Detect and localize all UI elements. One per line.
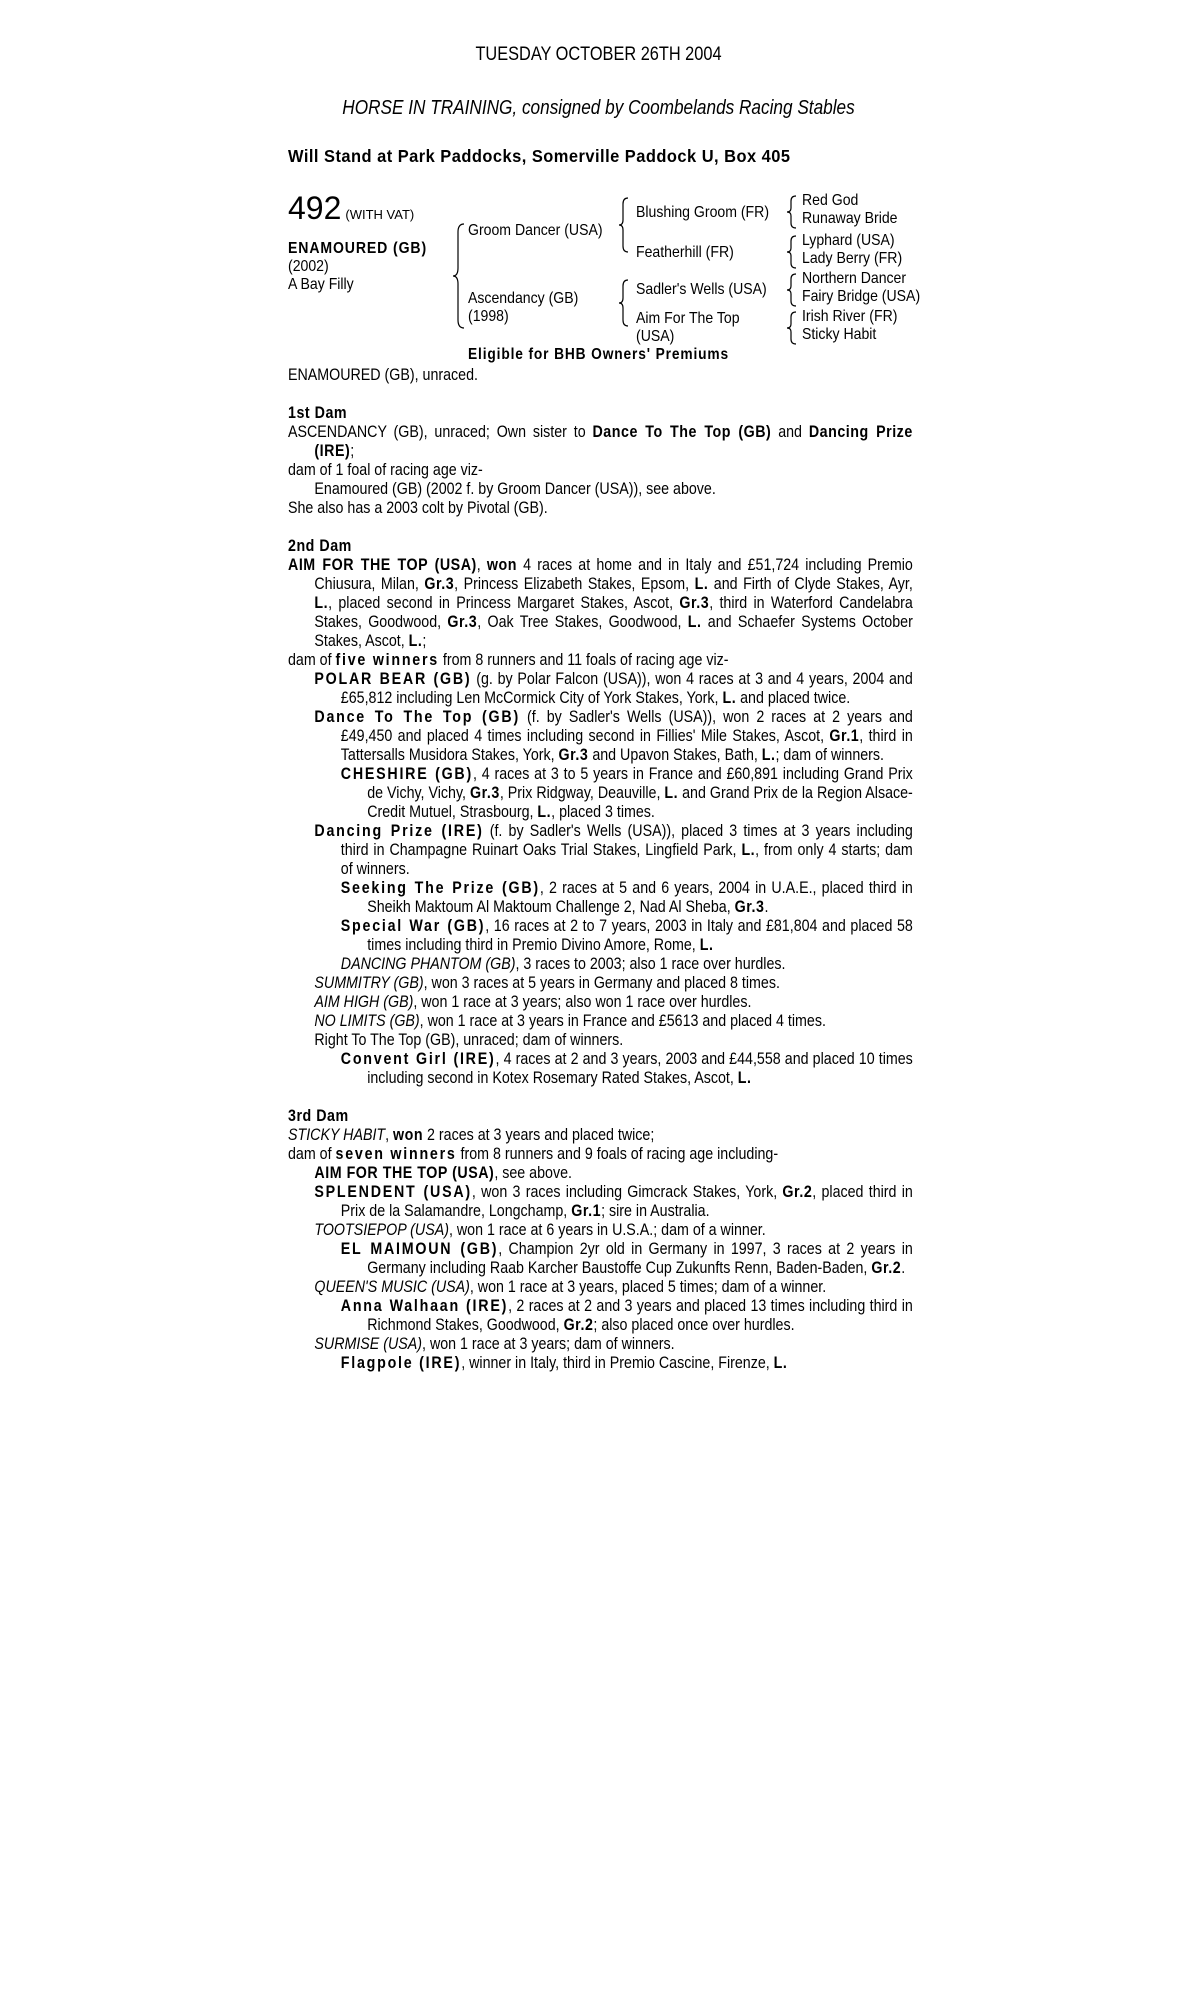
horse-name: AIM HIGH (GB) — [314, 993, 414, 1011]
pedigree-dam-sire: Sadler's Wells (USA) — [636, 281, 767, 298]
pedigree-ss-sire: Red God — [802, 192, 859, 209]
horse-name: Special War (GB) — [340, 917, 486, 935]
produce-splendent — [288, 1183, 913, 1221]
grade: Gr.2 — [563, 1316, 594, 1334]
text: . — [901, 1259, 906, 1277]
grade: L. — [761, 746, 776, 764]
sibling-name: Dance To The Top (GB) — [592, 423, 772, 441]
text: , won 1 race at 6 years in U.S.A.; dam of a winner. — [448, 1221, 766, 1239]
text: , winner in Italy, third in Premio Cascine, Firenze, — [461, 1354, 774, 1372]
text: (f. by Sadler's Wells (USA)), placed 3 times at 3 years including third in Champagne Ruinart Oaks Trial Stakes, Lingfield Park, — [340, 822, 913, 859]
grade: L. — [537, 803, 552, 821]
produce-summitry — [288, 974, 913, 993]
eligibility-note: Eligible for BHB Owners' Premiums — [467, 346, 730, 363]
text: and Firth of Clyde Stakes, Ayr, — [708, 575, 913, 593]
horse-year: (2002) — [288, 258, 329, 275]
horse-name: SUMMITRY (GB) — [314, 974, 424, 992]
pedigree-ss-dam: Runaway Bride — [802, 210, 898, 227]
text: ; sire in Australia. — [601, 1202, 710, 1220]
grade: Gr.1 — [571, 1202, 602, 1220]
pedigree-dam — [468, 290, 578, 326]
text: from 8 runners and 11 foals of racing age viz- — [438, 651, 729, 669]
grade: Gr.2 — [871, 1259, 902, 1277]
grade: L. — [699, 936, 714, 954]
grade: L. — [722, 689, 737, 707]
text: , placed 3 times. — [551, 803, 655, 821]
pedigree-dd-dam: Sticky Habit — [802, 326, 877, 343]
winner-count: seven winners — [335, 1145, 457, 1163]
first-dam-entry — [288, 423, 913, 461]
grade: L. — [664, 784, 679, 802]
grade: Gr.3 — [558, 746, 589, 764]
produce-dancing-prize — [288, 822, 913, 879]
produce-record — [288, 366, 913, 1373]
second-dam-produce-line — [288, 651, 913, 670]
grade: L. — [687, 613, 702, 631]
text: , see above. — [494, 1164, 572, 1182]
produce-anna-walhaan — [288, 1297, 913, 1335]
winner-count: five winners — [335, 651, 439, 669]
horse-name: EL MAIMOUN (GB) — [340, 1240, 499, 1258]
text: , 4 races at 2 and 3 years, 2003 and £44,558 and placed 10 times including second in Kotex Rosemary Rated Stakes, Ascot, — [367, 1050, 913, 1087]
produce-queens-music — [288, 1278, 913, 1297]
grade: L. — [741, 841, 756, 859]
produce-aim-high — [288, 993, 913, 1012]
text: , third in Tattersalls Musidora Stakes, York, — [340, 727, 913, 764]
grade: L. — [408, 632, 423, 650]
sale-date: TUESDAY OCTOBER 26TH 2004 — [475, 44, 722, 65]
pedigree-dd-sire: Irish River (FR) — [802, 308, 898, 325]
text: won — [393, 1126, 424, 1144]
text: , Prix Ridgway, Deauville, — [499, 784, 665, 802]
text: (f. by Sadler's Wells (USA)), won 2 races at 2 years and £49,450 and placed 4 times including second in Fillies' Mile Stakes, Ascot, — [340, 708, 913, 745]
horse-name: Anna Walhaan (IRE) — [340, 1297, 509, 1315]
pedigree-brace-dd — [786, 310, 798, 346]
produce-tootsiepop — [288, 1221, 913, 1240]
horse-name: TOOTSIEPOP (USA) — [314, 1221, 449, 1239]
grade: Gr.3 — [469, 784, 500, 802]
horse-name: Dance To The Top (GB) — [314, 708, 520, 726]
first-dam-note: She also has a 2003 colt by Pivotal (GB). — [288, 499, 548, 517]
text: , 2 races at 5 and 6 years, 2004 in U.A.E., placed third in Sheikh Maktoum Al Maktoum Challenge 2, Nad Al Sheba, — [367, 879, 913, 916]
grade: L. — [314, 594, 329, 612]
third-dam-entry — [288, 1126, 913, 1145]
first-dam-text: ASCENDANCY (GB), unraced; Own sister to — [288, 423, 593, 441]
lot-number: 492 — [288, 190, 342, 226]
first-dam-heading: 1st Dam — [288, 404, 348, 422]
pedigree-gen3-group2 — [802, 232, 902, 268]
pedigree-gen3-group4 — [802, 308, 897, 344]
pedigree-brace-sire — [618, 196, 630, 254]
text: (g. by Polar Falcon (USA)), won 4 races at 3 and 4 years, 2004 and £65,812 including Len McCormick City of York Stakes, York, — [340, 670, 913, 707]
grade: L. — [773, 1354, 788, 1372]
stand-location: Will Stand at Park Paddocks, Somerville Paddock U, Box 405 — [288, 146, 791, 166]
pedigree-sd-dam: Lady Berry (FR) — [802, 250, 903, 267]
text: , — [385, 1126, 394, 1144]
pedigree-dam-name: Ascendancy (GB) — [468, 290, 579, 307]
text: , placed second in Princess Margaret Stakes, Ascot, — [328, 594, 680, 612]
consignment-line: HORSE IN TRAINING, consigned by Coombelands Racing Stables — [342, 97, 855, 119]
grade: Gr.3 — [679, 594, 710, 612]
text: 2 races at 3 years and placed twice; — [423, 1126, 655, 1144]
produce-no-limits — [288, 1012, 913, 1031]
text: , 2 races at 2 and 3 years and placed 13 times including third in Richmond Stakes, Goodwood, — [367, 1297, 913, 1334]
produce-surmise — [288, 1335, 913, 1354]
third-dam-heading: 3rd Dam — [288, 1107, 349, 1125]
third-dam-produce-line — [288, 1145, 913, 1164]
pedigree-brace-sd — [786, 234, 798, 270]
text: ; also placed once over hurdles. — [593, 1316, 795, 1334]
pedigree-dam-dam-country: (USA) — [636, 328, 675, 345]
horse-name: Flagpole (IRE) — [340, 1354, 462, 1372]
produce-aim-for-the-top — [288, 1164, 913, 1183]
pedigree-brace-ss — [786, 194, 798, 230]
text: , Oak Tree Stakes, Goodwood, — [477, 613, 688, 631]
pedigree-ds-dam: Fairy Bridge (USA) — [802, 288, 921, 305]
horse-name: AIM FOR THE TOP (USA) — [314, 1164, 495, 1182]
pedigree-dam-dam — [636, 310, 740, 346]
lot-number-block — [288, 190, 414, 227]
text: dam of — [288, 1145, 336, 1163]
sibling-name: Dancing Prize (IRE) — [314, 423, 913, 460]
pedigree-brace-main — [452, 222, 466, 330]
produce-cheshire — [288, 765, 913, 822]
text: , won 1 race at 3 years in France and £5613 and placed 4 times. — [419, 1012, 826, 1030]
horse-description: A Bay Filly — [288, 276, 354, 293]
text: , won 1 race at 3 years, placed 5 times; dam of a winner. — [469, 1278, 827, 1296]
horse-summary: ENAMOURED (GB), unraced. — [288, 366, 478, 384]
text: , placed third in Prix de la Salamandre, Longchamp, — [340, 1183, 913, 1220]
horse-name: QUEEN'S MUSIC (USA) — [314, 1278, 470, 1296]
produce-el-maimoun — [288, 1240, 913, 1278]
text: , won 1 race at 3 years; also won 1 race over hurdles. — [413, 993, 752, 1011]
grade: Gr.1 — [829, 727, 860, 745]
pedigree-gen3-group1 — [802, 192, 897, 228]
produce-dancing-phantom — [288, 955, 913, 974]
text: and placed twice. — [736, 689, 851, 707]
text: , won 3 races at 5 years in Germany and placed 8 times. — [423, 974, 780, 992]
grade: L. — [694, 575, 709, 593]
text: , Champion 2yr old in Germany in 1997, 3 races at 2 years in Germany including Raab Karcher Baustoffe Cup Zukunfts Renn, Baden-Baden, — [367, 1240, 913, 1277]
produce-special-war — [288, 917, 913, 955]
text: 4 races at home and in Italy and £51,724 including Premio Chiusura, Milan, — [314, 556, 913, 593]
text: . — [764, 898, 769, 916]
horse-name: POLAR BEAR (GB) — [314, 670, 472, 688]
horse-name: Convent Girl (IRE) — [340, 1050, 496, 1068]
dam-name: AIM FOR THE TOP (USA) — [288, 556, 477, 574]
pedigree-brace-dam — [618, 278, 630, 328]
pedigree-sire-dam: Featherhill (FR) — [636, 244, 734, 261]
produce-convent-girl — [288, 1050, 913, 1088]
horse-name: ENAMOURED (GB) — [288, 240, 428, 257]
first-dam-text: ; — [350, 442, 355, 460]
first-dam-text: and — [771, 423, 809, 441]
produce-flagpole — [288, 1354, 913, 1373]
grade: Gr.3 — [734, 898, 765, 916]
text: , 16 races at 2 to 7 years, 2003 in Italy and £81,804 and placed 58 times including third in Premio Divino Amore, Rome, — [367, 917, 913, 954]
text: from 8 runners and 9 foals of racing age including- — [456, 1145, 779, 1163]
dam-name: STICKY HABIT — [288, 1126, 386, 1144]
text: , Princess Elizabeth Stakes, Epsom, — [454, 575, 695, 593]
produce-polar-bear — [288, 670, 913, 708]
pedigree-sd-sire: Lyphard (USA) — [802, 232, 895, 249]
text: , won 3 races including Gimcrack Stakes, York, — [471, 1183, 783, 1201]
text: won — [486, 556, 518, 574]
text: , won 1 race at 3 years; dam of winners. — [422, 1335, 675, 1353]
produce-seeking-the-prize — [288, 879, 913, 917]
text: dam of — [288, 651, 336, 669]
horse-identity — [288, 240, 427, 294]
grade: Gr.2 — [782, 1183, 813, 1201]
text: ; — [422, 632, 427, 650]
pedigree-sire-sire: Blushing Groom (FR) — [636, 204, 770, 221]
first-dam-produce-line: dam of 1 foal of racing age viz- — [288, 461, 483, 479]
second-dam-heading: 2nd Dam — [288, 537, 352, 555]
text: , — [476, 556, 487, 574]
text: ; dam of winners. — [775, 746, 884, 764]
text: and Schaefer Systems October Stakes, Ascot, — [314, 613, 913, 650]
first-dam-foal: Enamoured (GB) (2002 f. by Groom Dancer (USA)), see above. — [314, 480, 716, 498]
text: and Upavon Stakes, Bath, — [588, 746, 762, 764]
produce-right-to-the-top: Right To The Top (GB), unraced; dam of winners. — [314, 1031, 624, 1049]
text: , from only 4 starts; dam of winners. — [340, 841, 913, 878]
horse-name: SURMISE (USA) — [314, 1335, 423, 1353]
text: and Grand Prix de la Region Alsace-Credit Mutuel, Strasbourg, — [367, 784, 913, 821]
text: , third in Waterford Candelabra Stakes, Goodwood, — [314, 594, 913, 631]
pedigree-brace-ds — [786, 272, 798, 308]
horse-name: SPLENDENT (USA) — [314, 1183, 472, 1201]
grade: L. — [737, 1069, 752, 1087]
text: , 4 races at 3 to 5 years in France and £60,891 including Grand Prix de Vichy, Vichy, — [367, 765, 913, 802]
horse-name: DANCING PHANTOM (GB) — [340, 955, 516, 973]
second-dam-entry — [288, 556, 913, 651]
produce-dance-to-the-top — [288, 708, 913, 765]
pedigree-dam-year: (1998) — [468, 308, 509, 325]
pedigree-gen3-group3 — [802, 270, 920, 306]
horse-name: Seeking The Prize (GB) — [340, 879, 540, 897]
pedigree-ds-sire: Northern Dancer — [802, 270, 907, 287]
horse-name: Dancing Prize (IRE) — [314, 822, 484, 840]
grade: Gr.3 — [424, 575, 455, 593]
horse-name: CHESHIRE (GB) — [340, 765, 473, 783]
pedigree-dam-dam-name: Aim For The Top — [636, 310, 740, 327]
text: , 3 races to 2003; also 1 race over hurdles. — [515, 955, 786, 973]
pedigree-sire: Groom Dancer (USA) — [468, 222, 603, 239]
horse-name: NO LIMITS (GB) — [314, 1012, 420, 1030]
grade: Gr.3 — [447, 613, 478, 631]
vat-note: (WITH VAT) — [345, 207, 415, 222]
